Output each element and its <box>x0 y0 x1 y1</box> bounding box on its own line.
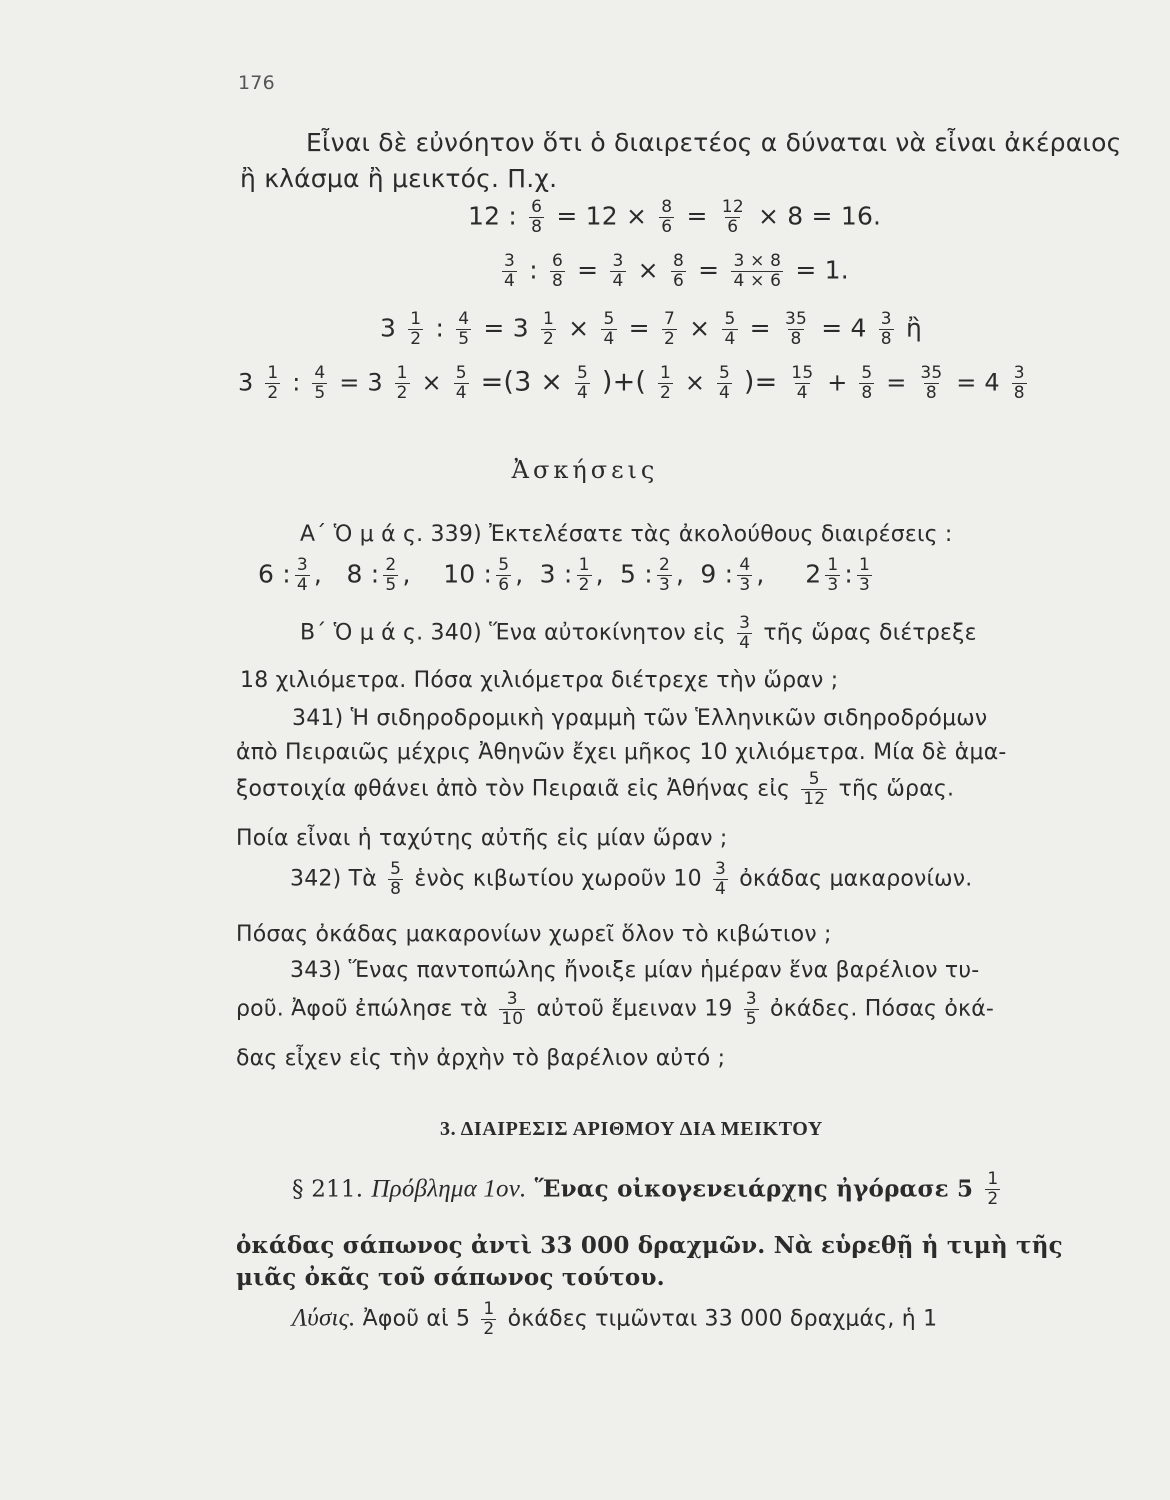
text-segment: 9 : <box>700 559 734 589</box>
fraction <box>388 860 403 899</box>
fraction <box>575 364 590 403</box>
denominator: 6 <box>661 217 673 237</box>
numerator: 1 <box>267 363 279 383</box>
denominator: 6 <box>727 217 739 237</box>
fraction <box>985 1170 1000 1209</box>
numerator: 5 <box>719 363 731 383</box>
denominator: 2 <box>578 575 590 595</box>
fraction <box>541 310 556 349</box>
denominator: 2 <box>396 383 408 403</box>
text-segment: ροῦ. Ἀφοῦ ἐπώλησε τὰ <box>236 996 488 1022</box>
text-segment: Λύσις. <box>292 1304 356 1332</box>
denominator: 4 <box>504 271 516 291</box>
example-2 <box>498 252 849 291</box>
numerator: 1 <box>987 1169 999 1189</box>
numerator: 1 <box>410 309 422 329</box>
numerator: 5 <box>603 309 615 329</box>
text-segment: : <box>435 313 445 343</box>
fraction <box>879 310 894 349</box>
fraction <box>722 310 737 349</box>
numerator: 3 <box>504 251 516 271</box>
text-segment: , <box>675 559 685 589</box>
denominator: 4 <box>576 383 588 403</box>
exercise-341-line-1: 341) Ἡ σιδηροδρομικὴ γραμμὴ τῶν Ἑλληνικῶν σιδηροδρόμων <box>292 706 988 731</box>
text-segment: = <box>577 255 599 285</box>
text-segment: )+( <box>601 366 647 398</box>
text-segment: )= <box>743 366 778 398</box>
text-segment: αὐτοῦ ἔμειναν 19 <box>536 996 733 1022</box>
fraction <box>601 310 616 349</box>
text-segment: τῆς ὥρας. <box>838 776 955 802</box>
numerator: 3 <box>296 555 308 575</box>
numerator: 3 <box>1013 363 1025 383</box>
problem-line-1 <box>292 1170 1004 1209</box>
denominator: 8 <box>551 271 563 291</box>
text-segment: = 3 <box>339 368 383 397</box>
exercise-341-line-3 <box>236 770 954 809</box>
denominator: 4 <box>719 383 731 403</box>
numerator: 1 <box>659 363 672 383</box>
fraction <box>918 364 944 403</box>
text-segment: , <box>595 559 604 589</box>
numerator: 6 <box>551 251 563 271</box>
fraction <box>499 990 525 1029</box>
fraction <box>658 364 673 403</box>
text-segment: × <box>568 313 590 343</box>
numerator: 3 <box>880 309 892 329</box>
denominator: 4 <box>739 633 751 653</box>
fraction <box>744 990 759 1029</box>
denominator: 2 <box>659 383 672 403</box>
fraction <box>610 252 625 291</box>
page-number: 176 <box>238 72 275 94</box>
text-segment: 12 : <box>468 201 517 231</box>
text-segment: Ἀφοῦ αἱ 5 <box>362 1306 471 1332</box>
text-segment: 3 : <box>539 559 573 589</box>
numerator: 1 <box>859 555 871 575</box>
denominator: 2 <box>267 383 279 403</box>
text-segment: 342) Τὰ <box>290 866 377 892</box>
intro-line-2: ἢ κλάσμα ἢ μεικτός. Π.χ. <box>240 164 558 193</box>
exercise-341-line-2: ἀπὸ Πειραιῶς μέχρις Ἀθηνῶν ἔχει μῆκος 10 χιλιόμετρα. Μία δὲ ἁμα- <box>236 740 1007 765</box>
fraction <box>550 252 565 291</box>
text-segment: × <box>689 313 711 343</box>
numerator: 5 <box>576 363 588 383</box>
fraction <box>481 1300 496 1339</box>
denominator: 2 <box>410 329 422 349</box>
denominator: 10 <box>501 1009 524 1029</box>
text-segment: ἑνὸς κιβωτίου χωροῦν 10 <box>414 866 702 892</box>
fraction <box>720 198 746 237</box>
text-segment: ξοστοιχία φθάνει ἀπὸ τὸν Πειραιᾶ εἰς Ἀθήνας εἰς <box>236 776 791 802</box>
denominator: 6 <box>498 575 510 595</box>
exercise-343-line-2 <box>236 990 994 1029</box>
fraction <box>408 310 423 349</box>
text-segment: = 3 <box>483 313 529 343</box>
numerator: 1 <box>396 363 408 383</box>
fraction <box>454 364 469 403</box>
fraction <box>671 252 686 291</box>
denominator: 4 <box>455 383 467 403</box>
fraction <box>395 364 410 403</box>
fraction <box>659 198 674 237</box>
text-segment: ὀκάδας μακαρονίων. <box>739 866 973 892</box>
fraction <box>825 556 840 595</box>
fraction <box>312 364 327 403</box>
numerator: 4 <box>314 363 326 383</box>
denominator: 5 <box>458 329 470 349</box>
numerator: 5 <box>808 769 820 789</box>
numerator: 5 <box>455 363 467 383</box>
numerator: 5 <box>498 555 510 575</box>
fraction <box>295 556 310 595</box>
denominator: 4 <box>612 271 624 291</box>
text-segment: Πρόβλημα 1ον. <box>371 1175 527 1203</box>
problem-line-2: ὀκάδας σάπωνος ἀντὶ 33 000 δραχμῶν. Νὰ εὑρεθῇ ἡ τιμὴ τῆς <box>236 1232 1063 1259</box>
fraction <box>265 364 280 403</box>
numerator: 8 <box>661 197 673 217</box>
text-segment: : <box>292 368 301 397</box>
fraction <box>737 556 752 595</box>
text-segment: : <box>844 559 853 589</box>
text-segment: 6 : <box>258 559 291 589</box>
text-segment: × <box>637 255 659 285</box>
numerator: 3 <box>612 251 624 271</box>
numerator: 1 <box>542 309 555 329</box>
text-segment: = <box>628 313 650 343</box>
fraction <box>717 364 732 403</box>
text-segment: = 4 <box>821 313 867 343</box>
numerator: 5 <box>724 309 736 329</box>
numerator: 1 <box>827 555 839 575</box>
fraction <box>577 556 592 595</box>
numerator: 2 <box>385 555 397 575</box>
fraction <box>783 310 809 349</box>
numerator: 6 <box>531 197 543 217</box>
numerator: 8 <box>672 251 684 271</box>
numerator: 12 <box>721 197 744 217</box>
example-1 <box>468 198 881 237</box>
denominator: 2 <box>483 1319 495 1339</box>
fraction <box>662 310 677 349</box>
text-segment: = <box>886 368 907 397</box>
text-segment: , <box>515 559 524 589</box>
denominator: 4 × 6 <box>733 271 782 291</box>
numerator: 3 × 8 <box>733 251 782 271</box>
group-a-exercises <box>258 556 876 595</box>
denominator: 8 <box>531 217 543 237</box>
text-segment: : <box>529 255 538 285</box>
fraction <box>1012 364 1027 403</box>
section-title: 3. ΔΙΑΙΡΕΣΙΣ ΑΡΙΘΜΟΥ ΔΙΑ ΜΕΙΚΤΟΥ <box>440 1118 823 1140</box>
denominator: 2 <box>987 1189 999 1209</box>
fraction <box>737 614 752 653</box>
denominator: 2 <box>542 329 555 349</box>
numerator: 3 <box>739 613 751 633</box>
denominator: 3 <box>739 575 751 595</box>
group-a-label: Α΄ Ὁ μ ά ς. 339) Ἐκτελέσατε τὰς ἀκολούθους διαιρέσεις : <box>300 522 953 547</box>
text-segment: ὀκάδες. Πόσας ὀκά- <box>770 996 995 1022</box>
numerator: 5 <box>390 859 402 879</box>
text-segment: , <box>402 559 411 589</box>
exercise-342-line-1 <box>290 860 972 899</box>
text-segment: × <box>421 368 442 397</box>
denominator: 3 <box>658 575 670 595</box>
numerator: 4 <box>739 555 751 575</box>
exercise-343-line-1: 343) Ἕνας παντοπώλης ἤνοιξε μίαν ἡμέραν ἕνα βαρέλιον τυ- <box>290 958 980 983</box>
denominator: 3 <box>827 575 839 595</box>
text-segment: = <box>698 255 720 285</box>
text-segment: 10 : <box>443 559 493 589</box>
text-segment: , <box>313 559 323 589</box>
fraction <box>857 556 872 595</box>
text-segment: = <box>749 313 771 343</box>
text-segment: + <box>827 368 848 397</box>
fraction <box>456 310 471 349</box>
numerator: 7 <box>663 309 676 329</box>
denominator: 8 <box>880 329 892 349</box>
numerator: 1 <box>578 555 590 575</box>
text-segment: , <box>756 559 765 589</box>
numerator: 35 <box>784 309 808 329</box>
denominator: 2 <box>663 329 676 349</box>
denominator: 4 <box>724 329 736 349</box>
exercises-heading: Ἀσκήσεις <box>511 456 659 484</box>
denominator: 5 <box>314 383 326 403</box>
numerator: 35 <box>920 363 943 383</box>
problem-line-3: μιᾶς ὀκᾶς τοῦ σάπωνος τούτου. <box>236 1264 665 1291</box>
text-segment: 3 <box>238 368 254 397</box>
numerator: 2 <box>658 555 670 575</box>
denominator: 5 <box>385 575 397 595</box>
text-segment: Β΄ Ὁ μ ά ς. 340) Ἕνα αὐτοκίνητον εἰς <box>300 620 726 646</box>
denominator: 4 <box>715 879 727 899</box>
text-segment: 8 : <box>346 559 380 589</box>
denominator: 8 <box>925 383 937 403</box>
exercise-341-line-4: Ποία εἶναι ἡ ταχύτης αὐτῆς εἰς μίαν ὥραν ; <box>236 826 728 851</box>
fraction <box>657 556 672 595</box>
example-3 <box>380 310 922 349</box>
numerator: 3 <box>506 989 518 1009</box>
denominator: 4 <box>603 329 615 349</box>
denominator: 8 <box>1013 383 1025 403</box>
denominator: 8 <box>790 329 802 349</box>
fraction <box>859 364 874 403</box>
fraction <box>383 556 398 595</box>
text-segment: = 1. <box>795 255 849 285</box>
denominator: 4 <box>296 575 308 595</box>
denominator: 5 <box>745 1009 757 1029</box>
text-segment: § 211. <box>292 1176 364 1203</box>
solution-line <box>292 1300 937 1339</box>
fraction <box>789 364 815 403</box>
denominator: 8 <box>861 383 873 403</box>
text-segment: 5 : <box>620 559 653 589</box>
fraction <box>731 252 783 291</box>
fraction <box>529 198 544 237</box>
denominator: 6 <box>672 271 684 291</box>
text-segment: Ἕνας οἰκογενειάρχης ἠγόρασε 5 <box>534 1175 974 1203</box>
fraction <box>801 770 827 809</box>
denominator: 12 <box>803 789 826 809</box>
numerator: 4 <box>458 309 470 329</box>
text-segment: 2 <box>805 559 822 589</box>
exercise-343-line-3: δας εἶχεν εἰς τὴν ἀρχὴν τὸ βαρέλιον αὐτό ; <box>236 1046 726 1071</box>
exercise-342-line-2: Πόσας ὀκάδας μακαρονίων χωρεῖ ὅλον τὸ κιβώτιον ; <box>236 922 832 947</box>
numerator: 3 <box>715 859 727 879</box>
text-segment: =(3 × <box>480 366 564 398</box>
text-segment: ἢ <box>905 313 922 343</box>
text-segment: ὀκάδες τιμῶνται 33 000 δραχμάς, ἡ 1 <box>507 1306 938 1332</box>
example-4 <box>238 364 1031 403</box>
text-segment: × 8 = 16. <box>758 201 882 231</box>
text-segment: 3 <box>380 313 397 343</box>
exercise-340-line-1 <box>300 614 977 653</box>
text-segment: × <box>684 368 706 397</box>
exercise-340-line-2: 18 χιλιόμετρα. Πόσα χιλιόμετρα διέτρεχε τὴν ὥραν ; <box>240 668 839 693</box>
fraction <box>713 860 728 899</box>
fraction <box>502 252 517 291</box>
denominator: 4 <box>796 383 808 403</box>
numerator: 15 <box>791 363 814 383</box>
text-segment: = <box>686 201 708 231</box>
fraction <box>496 556 511 595</box>
numerator: 5 <box>861 363 873 383</box>
denominator: 3 <box>859 575 871 595</box>
text-segment: τῆς ὥρας διέτρεξε <box>763 620 977 646</box>
intro-line-1: Εἶναι δὲ εὐνόητον ὅτι ὁ διαιρετέος α δύναται νὰ εἶναι ἀκέραιος <box>306 128 1122 157</box>
text-segment: = 4 <box>956 368 1000 397</box>
denominator: 8 <box>390 879 402 899</box>
numerator: 1 <box>483 1299 495 1319</box>
numerator: 3 <box>745 989 757 1009</box>
text-segment: = 12 × <box>556 201 648 231</box>
